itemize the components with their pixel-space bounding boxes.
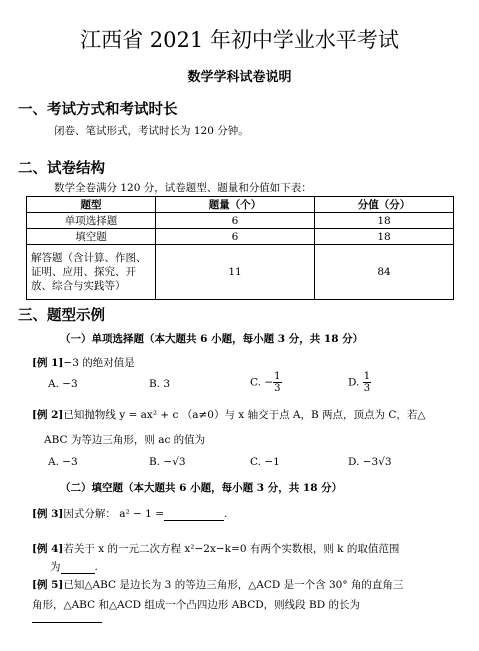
example-label: [例 5] xyxy=(32,579,64,591)
example-5-question-cont: 角形，△ABC 和△ACD 组成一个凸四边形 ABCD，则线段 BD 的长为 xyxy=(32,599,360,611)
option-b: B. 3 xyxy=(149,378,171,390)
example-3-question xyxy=(32,506,227,521)
question-text: 若关于 x 的一元二次方程 x²−2x−k=0 有两个实数根，则 k 的取值范围 xyxy=(63,543,400,555)
part-heading-multiple-choice: （一）单项选择题（本大题共 6 小题，每小题 3 分，共 18 分） xyxy=(60,333,364,345)
document-subtitle: 数学学科试卷说明 xyxy=(187,70,292,85)
example-label: [例 4] xyxy=(32,543,64,555)
answer-blank xyxy=(61,561,95,574)
example-label: [例 2] xyxy=(32,409,64,421)
example-4-question xyxy=(32,541,399,556)
example-4-question-cont xyxy=(50,559,98,574)
table-header: 分值（分） xyxy=(315,197,454,213)
option-c: C. −1 xyxy=(250,456,280,468)
fraction xyxy=(273,371,281,394)
option-c xyxy=(250,371,282,394)
example-1-question xyxy=(32,355,135,370)
question-text: 已知△ABC 是边长为 3 的等边三角形，△ACD 是一个含 30° 角的直角三 xyxy=(63,579,404,591)
example-2-question xyxy=(32,407,426,422)
section-heading-exam-format: 一、考试方式和考试时长 xyxy=(18,101,178,118)
table-cell: 单项选择题 xyxy=(27,213,156,229)
answer-blank xyxy=(164,508,224,521)
table-row xyxy=(27,229,454,245)
question-end: . xyxy=(94,561,98,573)
question-end: . xyxy=(224,508,228,520)
question-text: 已知抛物线 y = ax² + c （a≠0）与 x 轴交于点 A，B 两点，顶点为 C，若△ xyxy=(63,409,426,421)
question-text: −3 的绝对值是 xyxy=(63,357,135,369)
part-heading-fill-in: （二）填空题（本大题共 6 小题，每小题 3 分，共 18 分） xyxy=(60,482,343,494)
question-text: 为 xyxy=(50,561,61,573)
example-5-question xyxy=(32,577,403,592)
section-heading-examples: 三、题型示例 xyxy=(18,307,105,324)
fraction-numerator: 1 xyxy=(274,371,281,382)
table-cell: 填空题 xyxy=(27,229,156,245)
table-cell: 18 xyxy=(315,213,454,229)
fraction xyxy=(363,371,371,394)
option-a: A. −3 xyxy=(48,456,78,468)
fraction-denominator: 3 xyxy=(363,383,371,394)
table-header: 题型 xyxy=(27,197,156,213)
table-cell: 11 xyxy=(156,245,315,300)
option-b: B. −√3 xyxy=(149,456,186,468)
question-text: 因式分解： a² − 1 = xyxy=(63,508,165,520)
table-cell: 解答题（含计算、作图、证明、应用、探究、开放、综合与实践等） xyxy=(27,245,156,300)
example-label: [例 3] xyxy=(32,508,64,520)
option-label: C. − xyxy=(250,376,274,389)
option-a: A. −3 xyxy=(48,378,78,390)
table-cell: 6 xyxy=(156,229,315,245)
example-2-question-cont: ABC 为等边三角形，则 ac 的值为 xyxy=(44,434,206,446)
option-label: D. xyxy=(348,376,360,389)
structure-table xyxy=(26,196,454,300)
option-d: D. −3√3 xyxy=(348,456,392,468)
section-heading-structure: 二、试卷结构 xyxy=(18,160,105,177)
table-header: 题量（个） xyxy=(156,197,315,213)
option-d xyxy=(348,371,371,394)
table-header-row xyxy=(27,197,454,213)
section-text-structure: 数学全卷满分 120 分，试卷题型、题量和分值如下表： xyxy=(54,182,312,194)
table-cell: 6 xyxy=(156,213,315,229)
section-text-exam-format: 闭卷、笔试形式，考试时长为 120 分钟。 xyxy=(54,125,249,137)
answer-blank xyxy=(32,622,102,623)
fraction-denominator: 3 xyxy=(274,383,281,394)
table-cell: 18 xyxy=(315,229,454,245)
table-cell: 84 xyxy=(315,245,454,300)
table-row xyxy=(27,213,454,229)
example-label: [例 1] xyxy=(32,357,64,369)
table-row xyxy=(27,245,454,300)
document-title: 江西省 2021 年初中学业水平考试 xyxy=(80,28,399,52)
fraction-numerator: 1 xyxy=(363,371,371,382)
